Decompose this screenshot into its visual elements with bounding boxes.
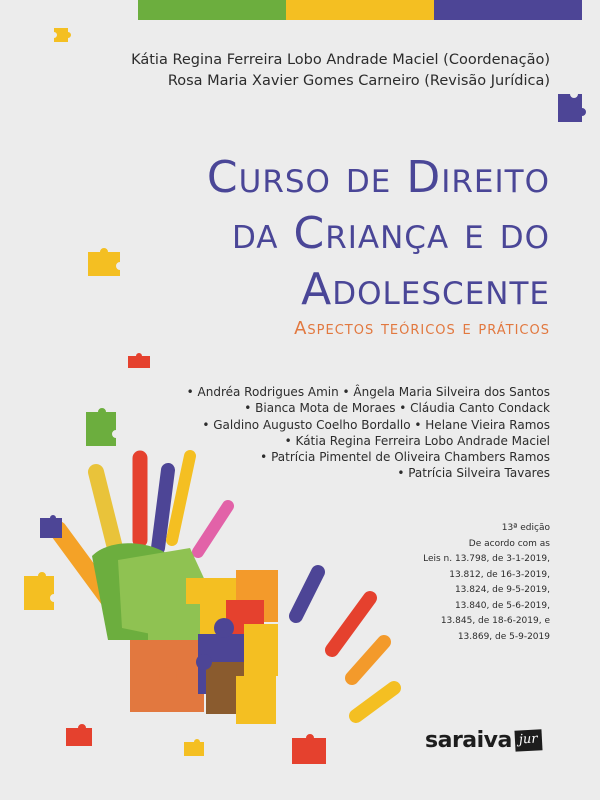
puzzle-piece-icon (40, 515, 62, 538)
author-line: Rosa Maria Xavier Gomes Carneiro (Revisão Jurídica) (167, 73, 550, 89)
puzzle-piece-icon (24, 572, 54, 610)
edition-line: De acordo com as (468, 538, 550, 549)
finger-stroke-blue (296, 572, 318, 616)
finger-stroke-yellow-right (356, 688, 394, 716)
palm-knob-2 (159, 667, 177, 685)
title-line: Adolescente (301, 264, 550, 315)
publisher-name: saraiva (425, 728, 512, 753)
edition-line: Leis n. 13.798, de 3-1-2019, (423, 554, 550, 564)
puzzle-piece-icon (88, 248, 120, 276)
puzzle-piece-icon (128, 353, 150, 368)
palm-piece-yellow-bottom (236, 676, 276, 724)
contributor-line: • Patrícia Silveira Tavares (397, 466, 550, 481)
palm-piece-yellow-right (244, 624, 278, 676)
publisher-logo (425, 728, 542, 753)
edition-line: 13.869, de 5-9-2019 (457, 631, 550, 642)
title-line: Curso de Direito (206, 152, 550, 203)
finger-stroke-red-right (332, 598, 370, 650)
puzzle-piece-icon (66, 724, 92, 746)
palm-knob-1 (214, 618, 234, 638)
publisher-tag: jur (514, 729, 542, 751)
book-title (207, 150, 550, 318)
contributors-list (187, 384, 550, 482)
authors-block (131, 50, 550, 92)
edition-line: 13.812, de 16-3-2019, (449, 569, 550, 580)
edition-line: 13.824, de 9-5-2019, (454, 585, 550, 595)
contributor-line: • Kátia Regina Ferreira Lobo Andrade Maciel (284, 433, 550, 448)
finger-stroke-pink (198, 506, 228, 552)
puzzle-piece-icon (558, 94, 586, 122)
edition-line: 13ª edição (501, 523, 550, 533)
puzzle-piece-icon (54, 28, 71, 42)
contributor-line: • Andréa Rodrigues Amin • Ângela Maria Silveira dos Santos (186, 385, 550, 399)
title-line: da Criança e do (231, 208, 550, 259)
finger-stroke-orange-right (352, 642, 384, 678)
puzzle-piece-icon (86, 408, 116, 446)
edition-line: 13.845, de 18-6-2019, e (440, 616, 550, 626)
puzzle-piece-icon (292, 734, 326, 764)
finger-stroke-purple (158, 470, 168, 548)
puzzle-piece-icon (184, 739, 204, 756)
contributor-line: • Patrícia Pimentel de Oliveira Chambers Ramos (260, 450, 550, 465)
edition-info (423, 521, 550, 645)
book-subtitle: Aspectos teóricos e práticos (294, 318, 550, 339)
contributor-line: • Galdino Augusto Coelho Bordallo • Helane Vieira Ramos (202, 417, 550, 432)
edition-line: 13.840, de 5-6-2019, (454, 600, 550, 611)
palm-knob-3 (196, 654, 212, 670)
author-line: Kátia Regina Ferreira Lobo Andrade Maciel (Coordenação) (131, 52, 550, 68)
contributor-line: • Bianca Mota de Moraes • Cláudia Canto Condack (244, 401, 550, 416)
